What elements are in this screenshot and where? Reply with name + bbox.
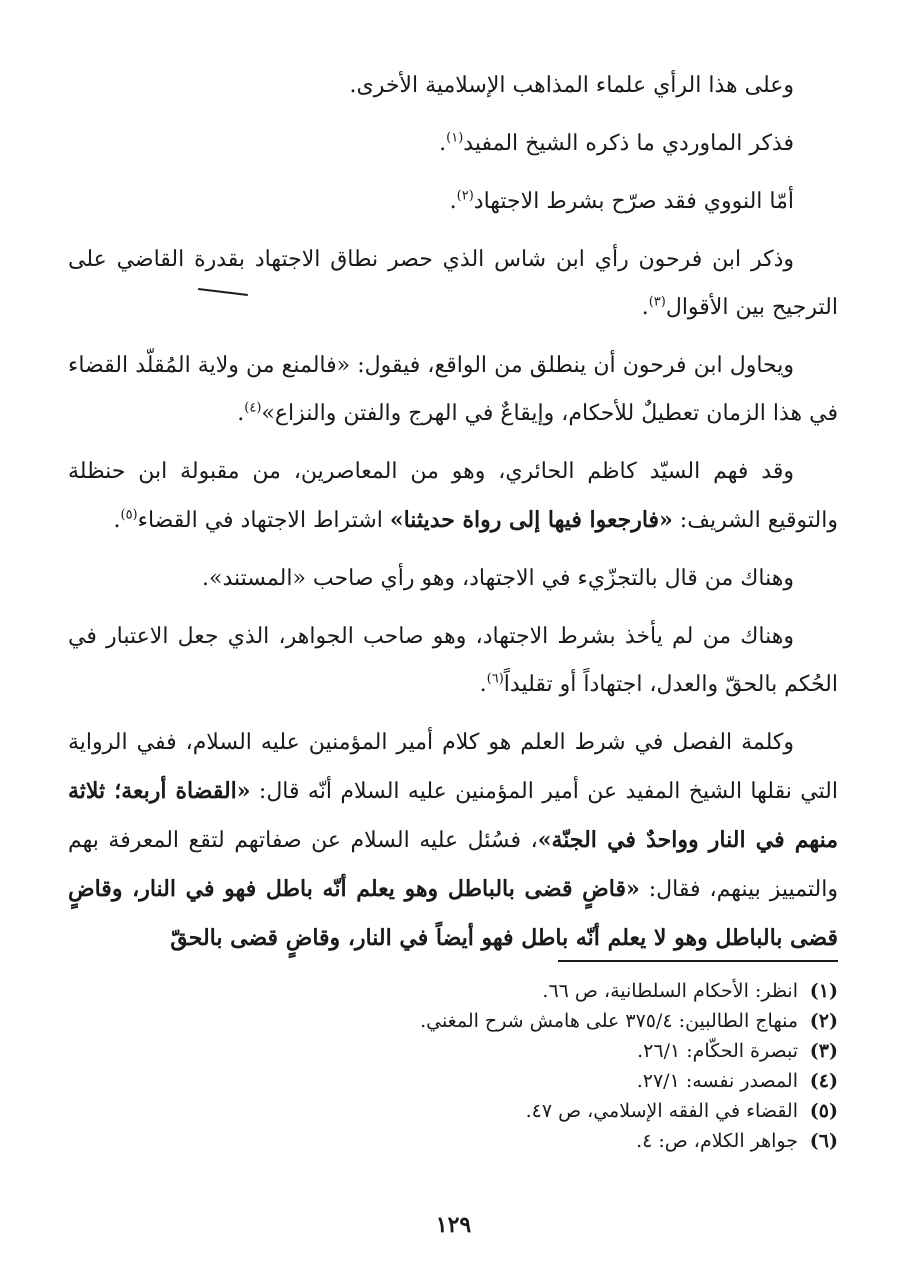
- footnote-number: (٦): [809, 1130, 838, 1152]
- footnote-ref: (٣): [648, 294, 666, 310]
- text-segment: وهناك من قال بالتجزّيء في الاجتهاد، وهو رأي صاحب «المستند».: [202, 566, 794, 591]
- footnote-item: [68, 1006, 838, 1036]
- footnote-list: [68, 976, 838, 1156]
- footnote-item: [68, 976, 838, 1006]
- footnote-item: [68, 1066, 838, 1096]
- footnote-item: [68, 1036, 838, 1066]
- paragraph: [68, 120, 838, 168]
- quoted-text: «فارجعوا فيها إلى رواة حديثنا»: [389, 507, 673, 533]
- footnote-text: انظر: الأحكام السلطانية، ص ٦٦.: [542, 980, 798, 1002]
- footnote-number: (١): [809, 980, 838, 1002]
- footnote-item: [68, 1126, 838, 1156]
- paragraph: [68, 448, 838, 545]
- text-segment: ، فسُئل عليه السلام عن صفاتهم لتقع المعرفة بهم والتمييز بينهم، فقال:: [68, 828, 838, 902]
- quoted-text: «قاضٍ قضى بالباطل وهو يعلم أنّه باطل فهو في النار، وقاضٍ قضى بالباطل وهو لا يعلم أنّه باطل فهو أيضاً في النار، وقاضٍ قضى بالحقّ: [68, 876, 838, 951]
- footnote-item: [68, 1096, 838, 1126]
- footnote-ref: (٥): [120, 507, 138, 523]
- footnote-text: منهاج الطالبين: ٣٧٥/٤ على هامش شرح المغني.: [420, 1010, 798, 1032]
- text-segment: .: [479, 672, 487, 697]
- footnote-number: (٤): [809, 1070, 838, 1092]
- footnote-ref: (٢): [456, 188, 474, 204]
- footnote-number: (٢): [809, 1010, 838, 1032]
- footnote-ref: (١): [446, 130, 464, 146]
- footnote-separator: [558, 960, 838, 962]
- footnote-ref: (٦): [486, 671, 504, 687]
- paragraph: [68, 613, 838, 709]
- paragraph: [68, 342, 838, 438]
- text-segment: .: [237, 401, 245, 426]
- text-segment: وهناك من لم يأخذ بشرط الاجتهاد، وهو صاحب الجواهر، الذي جعل الاعتبار في الحُكم بالحقّ والعدل، اجتهاداً أو تقليداً: [68, 624, 838, 697]
- paragraph: [68, 62, 838, 110]
- text-segment: ويحاول ابن فرحون أن ينطلق من الواقع، فيقول: «فالمنع من ولاية المُقلّد القضاء في هذا الزمان تعطيلٌ للأحكام، وإيقاعٌ في الهرج والفتن والنزاع»: [68, 353, 838, 426]
- text-segment: وكلمة الفصل في شرط العلم هو كلام أمير المؤمنين عليه السلام، ففي الرواية التي نقلها الشيخ المفيد عن أمير المؤمنين عليه السلام أنّه قال:: [68, 730, 838, 804]
- footnote-number: (٣): [809, 1040, 838, 1062]
- footnote-text: جواهر الكلام، ص: ٤.: [636, 1130, 798, 1152]
- text-segment: فذكر الماوردي ما ذكره الشيخ المفيد: [463, 131, 794, 156]
- body-text: [68, 62, 838, 973]
- paragraph: [68, 719, 838, 963]
- text-segment: .: [449, 189, 457, 214]
- footnote-text: تبصرة الحكّام: ٢٦/١.: [637, 1040, 798, 1062]
- page-number: ١٢٩: [435, 1212, 472, 1238]
- text-segment: .: [113, 508, 121, 533]
- text-segment: أمّا النووي فقد صرّح بشرط الاجتهاد: [473, 189, 794, 214]
- text-segment: .: [641, 295, 649, 320]
- text-segment: .: [439, 131, 447, 156]
- text-segment: وعلى هذا الرأي علماء المذاهب الإسلامية الأخرى.: [349, 73, 794, 98]
- text-segment: اشتراط الاجتهاد في القضاء: [137, 508, 390, 533]
- paragraph: [68, 236, 838, 332]
- text-segment: وذكر ابن فرحون رأي ابن شاس الذي حصر نطاق الاجتهاد بقدرة القاضي على الترجيح بين الأقوال: [68, 247, 838, 320]
- text-segment: وقد فهم السيّد كاظم الحائري، وهو من المعاصرين، من مقبولة ابن حنظلة والتوقيع الشريف:: [68, 459, 838, 533]
- footnotes: [68, 960, 838, 1156]
- footnote-number: (٥): [809, 1100, 838, 1122]
- paragraph: [68, 178, 838, 226]
- paragraph: [68, 555, 838, 603]
- footnote-text: القضاء في الفقه الإسلامي، ص ٤٧.: [525, 1100, 798, 1122]
- footnote-text: المصدر نفسه: ٢٧/١.: [636, 1070, 798, 1092]
- footnote-ref: (٤): [244, 400, 262, 416]
- quoted-text: «القضاة أربعة؛ ثلاثة منهم في النار وواحدٌ في الجنّة»: [68, 778, 838, 853]
